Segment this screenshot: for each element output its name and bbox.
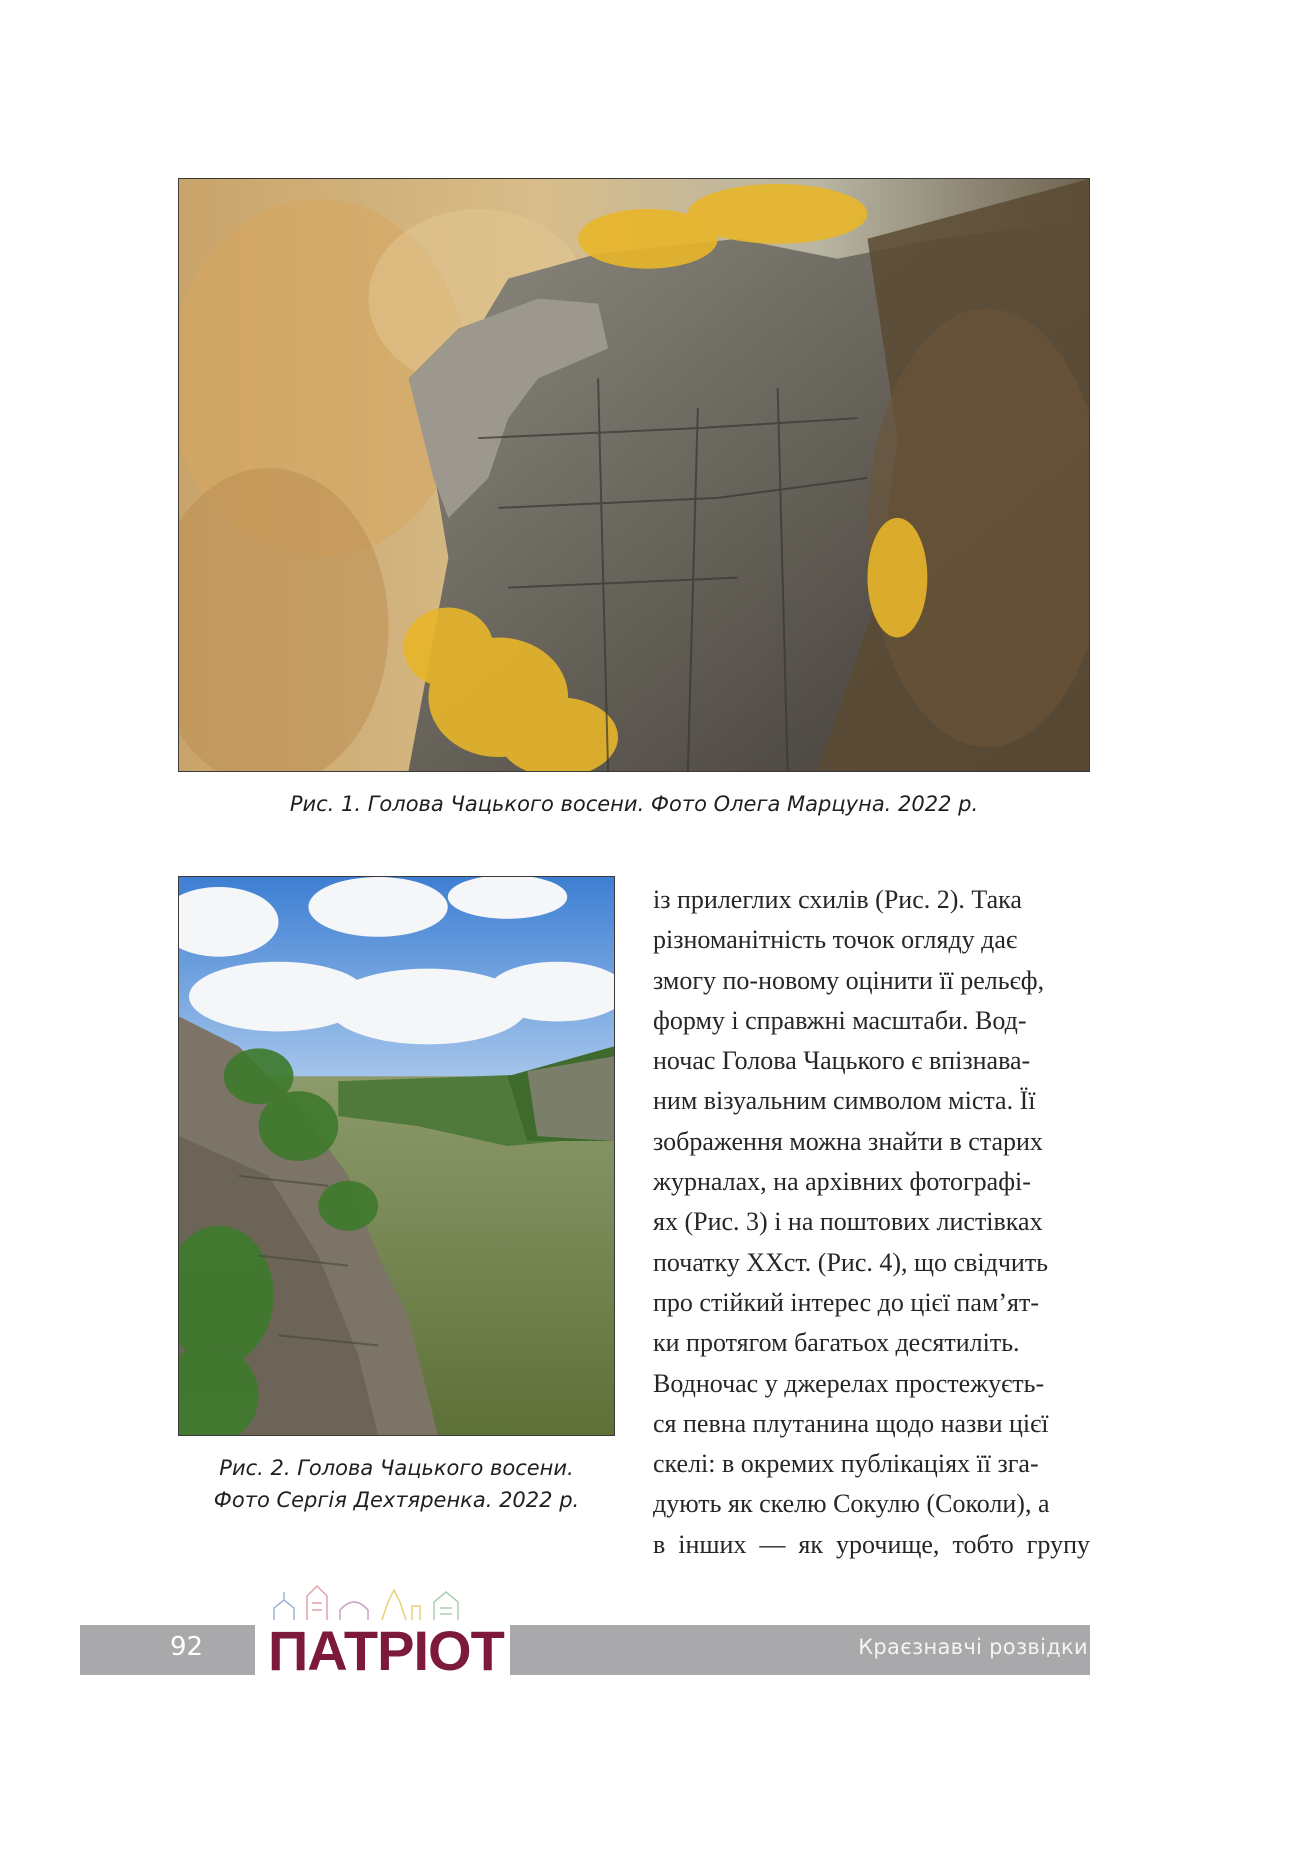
article-line: зображення можна знайти в старих [653,1126,1043,1156]
figure-2-caption-line-1: Рис. 2. Голова Чацького восени. [219,1456,574,1480]
article-line: ся певна плутанина щодо назви цієї [653,1408,1049,1438]
article-line: форму і справжні масштаби. Вод- [653,1005,1027,1035]
article-line: журналах, на архівних фотографі- [653,1167,1031,1197]
section-title: Краєзнавчі розвідки [858,1635,1088,1659]
page-number: 92 [170,1632,204,1662]
article-line: змогу по-новому оцінити її рельєф, [653,965,1045,995]
article-line: Водночас у джерелах простежуєть- [653,1368,1045,1398]
article-line: ях (Рис. 3) і на поштових листівках [653,1207,1043,1237]
article-line: ки протягом багатьох десятиліть. [653,1328,1020,1358]
article-line: різноманітність точок огляду дає [653,925,1018,955]
article-line: із прилеглих схилів (Рис. 2). Така [653,885,1022,914]
article-line: початку ХХст. (Рис. 4), що свідчить [653,1247,1049,1277]
article-line: ночас Голова Чацького є впізнава- [653,1046,1031,1076]
article-text [653,880,1090,1565]
figure-1-caption: Рис. 1. Голова Чацького восени. Фото Олега Марцуна. 2022 р. [289,792,979,816]
figure-2-photo [178,876,615,1436]
article-line: дують як скелю Сокулю (Соколи), а [653,1489,1050,1519]
logo-text: ПАТРІОТ [268,1619,504,1682]
article-line: в інших — як урочище, тобто групу [653,1529,1090,1559]
article-line: скелі: в окремих публікаціях її зга- [653,1449,1039,1479]
article-line: ним візуальним символом міста. Її [653,1086,1036,1116]
figure-2-caption [178,1452,615,1516]
article-line: про стійкий інтерес до цієї пам’ят- [653,1287,1039,1317]
figure-1-photo [178,178,1090,772]
figure-2-caption-line-2: Фото Сергія Дехтяренка. 2022 р. [213,1488,580,1512]
footer-bar-left [80,1625,255,1675]
